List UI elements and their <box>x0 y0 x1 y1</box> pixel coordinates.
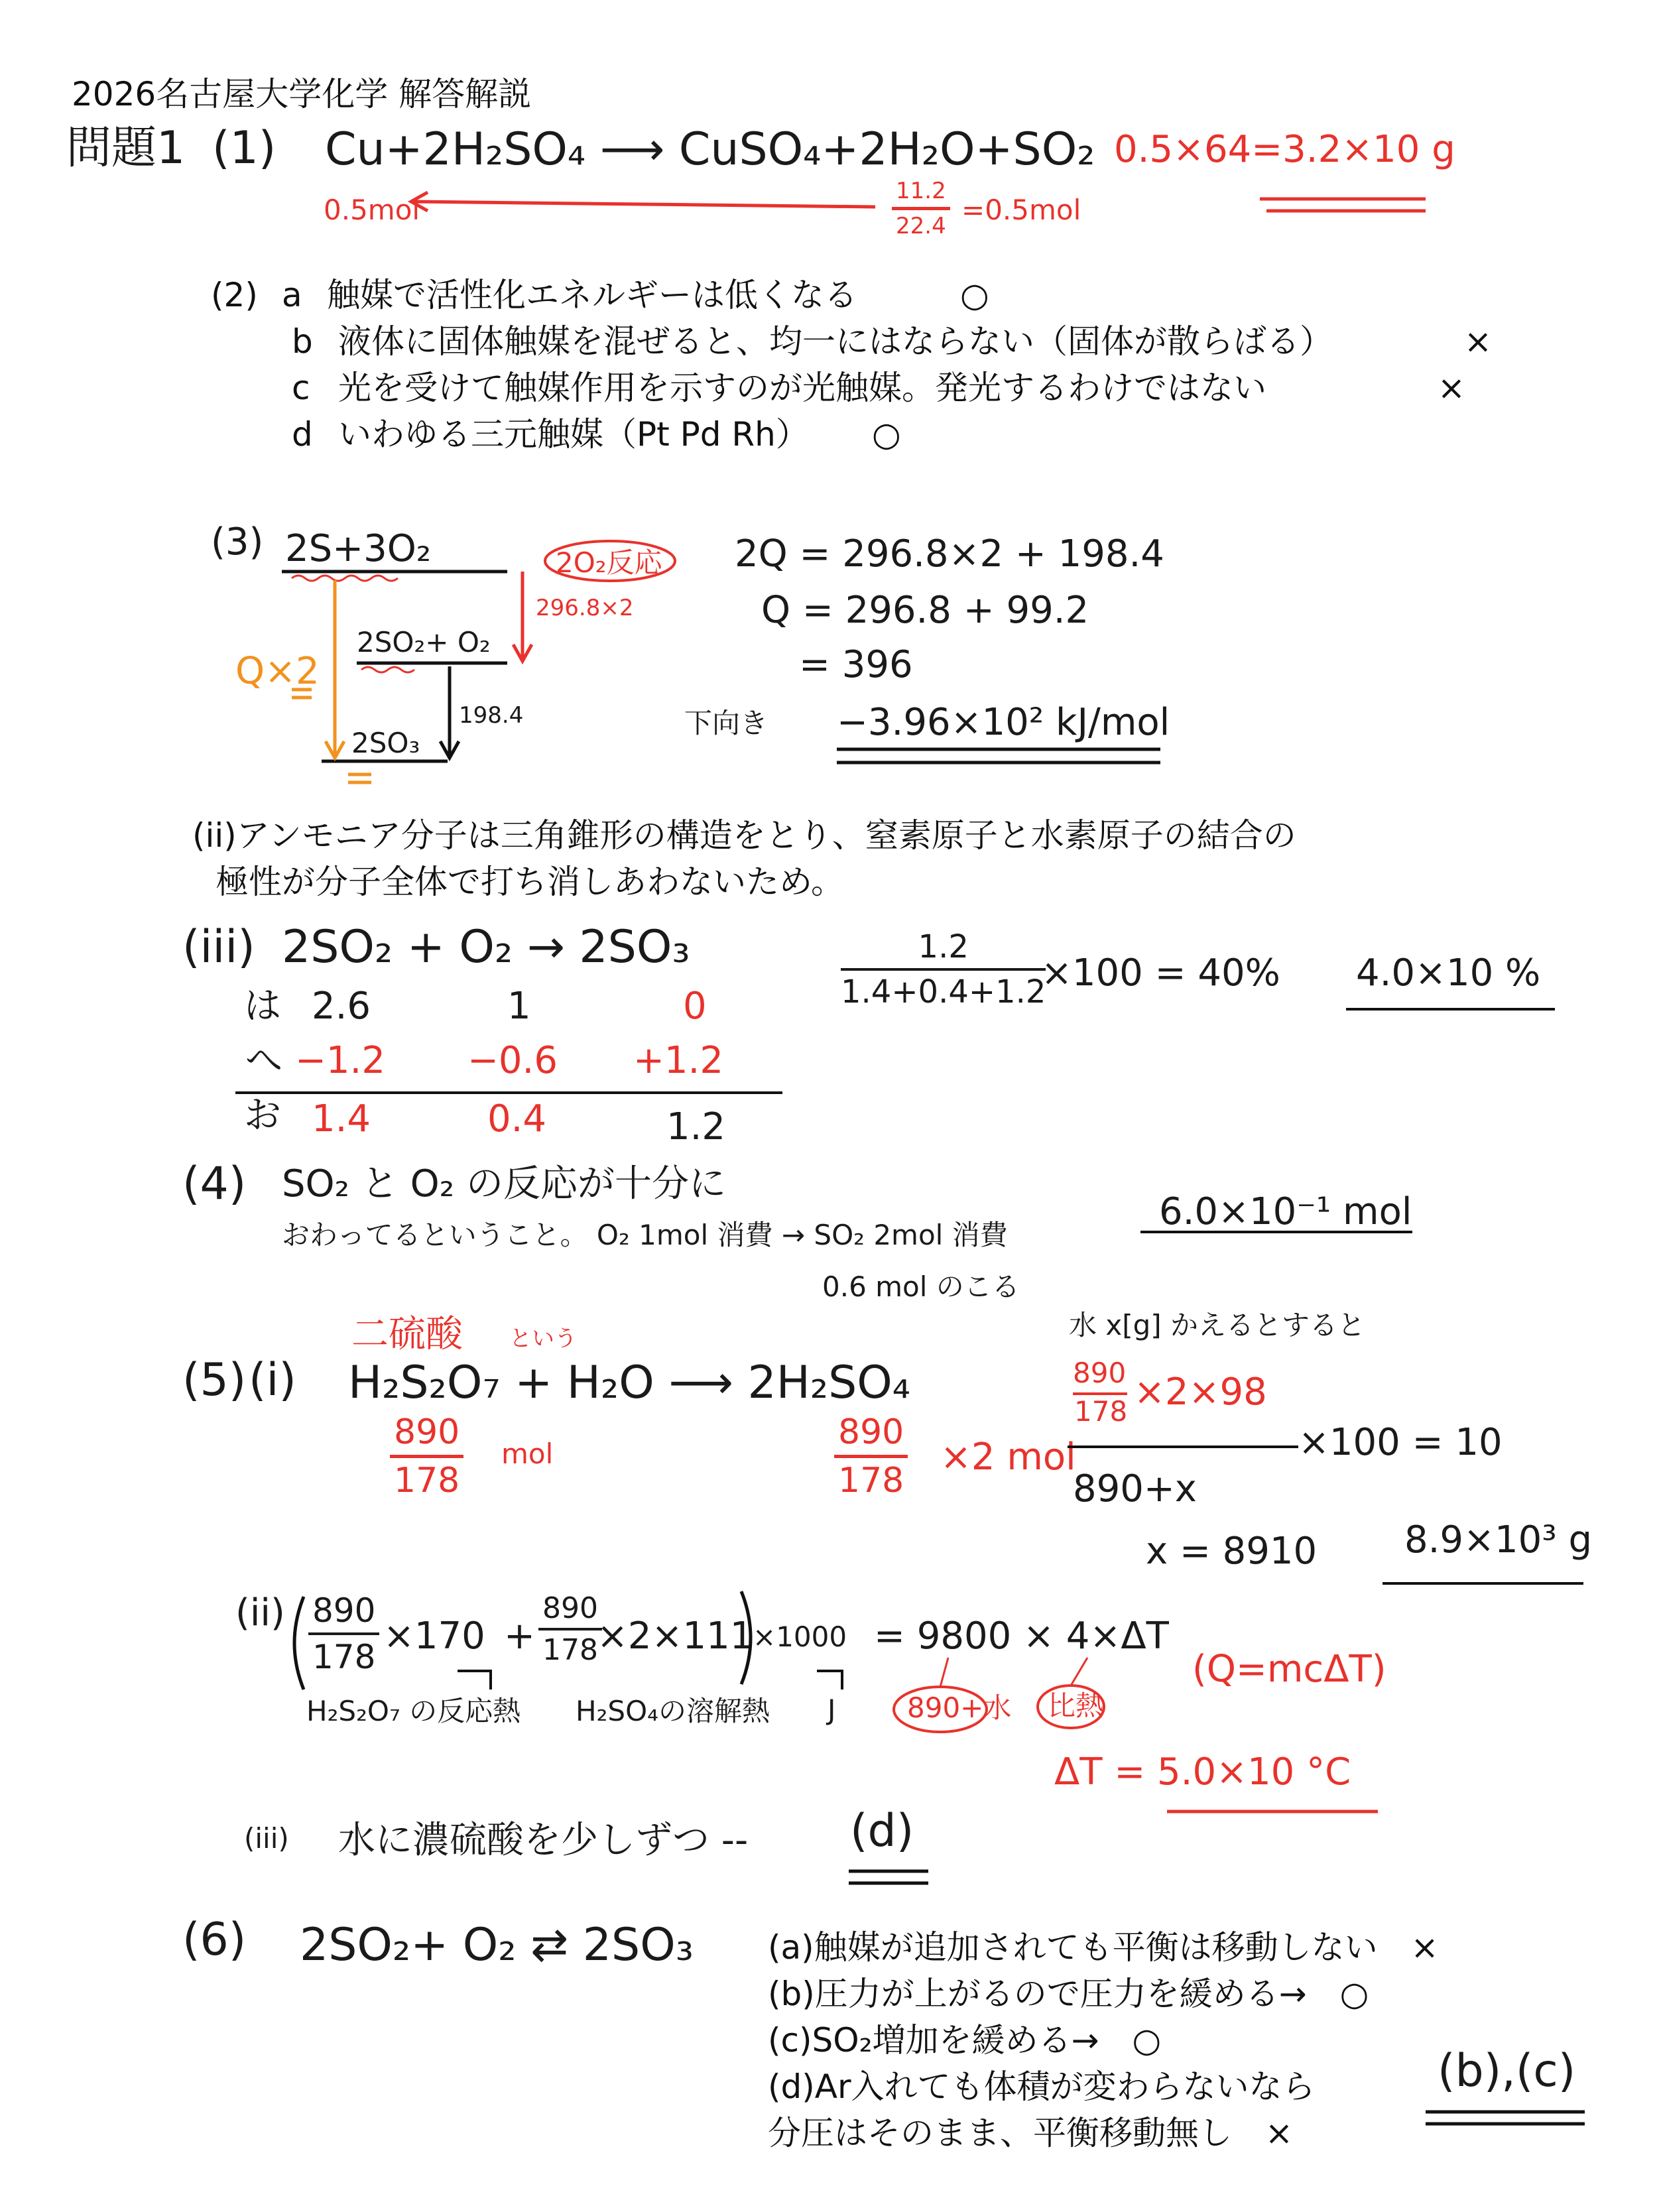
p5-calc-result: ×100 = 10 <box>1298 1421 1503 1464</box>
p6-answer-underline <box>1426 2112 1585 2124</box>
p3-label-qx2: Q×2 <box>235 650 320 693</box>
p3-calc-line2: Q = 296.8 + 99.2 <box>761 589 1089 632</box>
p5-note-red-small: という <box>509 1325 577 1352</box>
p5ii-formula: (Q=mcΔT) <box>1192 1648 1386 1691</box>
p2-item-c-letter: c <box>292 369 310 407</box>
p5-number: (5) <box>182 1354 247 1406</box>
p3iii-cell-1-2: 1 <box>507 985 531 1028</box>
p3-level-bot: 2SO₃ <box>351 727 420 759</box>
p3-answer: −3.96×10² kJ/mol <box>837 701 1170 744</box>
p5-calc-den: 890+x <box>1073 1467 1197 1510</box>
p5-iii-answer: (d) <box>850 1805 914 1857</box>
p2-item-b-text: 液体に固体触媒を混ぜると、均一にはならない（固体が散らばる） <box>338 322 1333 361</box>
p3-level-top: 2S+3O₂ <box>285 527 432 570</box>
p3-calc-line3: = 396 <box>799 643 913 686</box>
p3-red-arrow <box>513 572 532 661</box>
p3iii-row-label-2: へ <box>245 1039 282 1082</box>
p6-number: (6) <box>182 1914 247 1966</box>
p5ii-label-2: H₂SO₄の溶解熱 <box>576 1695 770 1727</box>
p5ii-circle-1 <box>894 1687 987 1732</box>
p5-water-note: 水 x[g] かえるとすると <box>1069 1309 1365 1341</box>
p3ii-line1: (ii)アンモニア分子は三角錐形の構造をとり、窒素原子と水素原子の結合の <box>192 816 1296 855</box>
p5ii-label-j: J <box>828 1693 836 1726</box>
p5-equation: H₂S₂O₇ + H₂O ⟶ 2H₂SO₄ <box>348 1357 911 1409</box>
p4-line1: SO₂ と O₂ の反応が十分に <box>282 1162 727 1205</box>
p2-item-d-letter: d <box>292 415 313 454</box>
p5ii-label-brackets <box>458 1671 842 1690</box>
p2-item-a-mark: ○ <box>960 276 989 314</box>
p2-item-b-letter: b <box>292 322 313 361</box>
p5ii-mul-b: ×2×111 <box>597 1615 754 1658</box>
p2-item-c-text: 光を受けて触媒作用を示すのが光触媒。発光するわけではない <box>338 369 1266 407</box>
p6-answer: (b),(c) <box>1438 2045 1576 2097</box>
p1-answer-underline <box>1260 199 1426 211</box>
p1-mol-left: 0.5mol <box>324 194 420 226</box>
p3iii-row-label-3: お <box>244 1094 281 1137</box>
p5ii-mul-1000: ×1000 <box>753 1621 847 1653</box>
p5-sub-ii: (ii) <box>235 1591 285 1634</box>
p5ii-circle-2 <box>1038 1686 1104 1728</box>
p3-answer-underline <box>837 749 1160 763</box>
p2-item-a-letter: a <box>282 276 302 314</box>
p5-iii-text: 水に濃硫酸を少しずつ -- <box>338 1819 749 1862</box>
p3iii-row-label-1: は <box>244 985 281 1028</box>
p5-answer-i: 8.9×10³ g <box>1404 1518 1593 1562</box>
p4-number: (4) <box>182 1158 247 1210</box>
p3-black-arrow <box>440 666 459 758</box>
p5-frac1: $\frac{890}{178}$ <box>390 1412 463 1501</box>
p3iii-cell-3-3: 1.2 <box>666 1105 726 1148</box>
p2-number: (2) <box>211 276 258 314</box>
p3iii-number: (iii) <box>182 921 255 973</box>
p6-item-d1: (d)Ar入れても体積が変わらないなら <box>768 2067 1316 2106</box>
p1-equation: Cu+2H₂SO₄ ⟶ CuSO₄+2H₂O+SO₂ <box>325 123 1095 176</box>
p2-item-a-text: 触媒で活性化エネルギーは低くなる <box>327 276 857 314</box>
p3iii-answer: 4.0×10 % <box>1356 952 1541 995</box>
p5-calc-num-b: 178 <box>1074 1395 1128 1428</box>
p1-red-arrow <box>411 192 875 211</box>
p2-item-b-mark: × <box>1464 322 1492 361</box>
problem-label: 問題1 <box>66 122 186 174</box>
p3-red-wavy <box>292 576 414 672</box>
p3iii-cell-3-1: 1.4 <box>312 1097 371 1140</box>
p2-item-d-text: いわゆる三元触媒（Pt Pd Rh） <box>338 415 809 454</box>
p3iii-cell-2-1: −1.2 <box>295 1039 385 1082</box>
p3-level-mid: 2SO₂+ O₂ <box>357 626 491 658</box>
p6-item-a: (a)触媒が追加されても平衡は移動しない × <box>768 1928 1439 1967</box>
p5ii-rhs: = 9800 × 4×ΔT <box>874 1615 1169 1658</box>
p3-label-1984: 198.4 <box>459 702 524 729</box>
p1-number: (1) <box>212 122 276 174</box>
p3-label-2o2: 2O₂反応 <box>556 546 662 579</box>
p1-answer: 0.5×64=3.2×10 g <box>1114 128 1455 171</box>
p5-note-red: 二硫酸 <box>351 1313 463 1356</box>
p3-label-2968x2: 296.8×2 <box>536 595 634 621</box>
p3-calc-line1: 2Q = 296.8×2 + 198.4 <box>735 532 1164 576</box>
p5-sub-iii: (iii) <box>244 1822 289 1855</box>
p3-orange-arrow <box>292 580 371 782</box>
p6-item-c: (c)SO₂増加を緩める→ ○ <box>768 2021 1162 2059</box>
p5ii-mul-a: ×170 <box>383 1615 485 1658</box>
p5ii-parentheses <box>294 1591 754 1690</box>
p5ii-frac-a: $\frac{890}{178}$ <box>308 1591 379 1676</box>
p3iii-cell-2-2: −0.6 <box>467 1039 558 1082</box>
p3-downward-label: 下向き <box>684 707 768 739</box>
p4-line3: 0.6 mol のこる <box>822 1270 1020 1303</box>
p6-equation: 2SO₂+ O₂ ⇄ 2SO₃ <box>300 1919 694 1971</box>
p3-red-circle <box>545 541 675 581</box>
p3iii-cell-2-3: +1.2 <box>633 1039 723 1082</box>
p3iii-fraction: $\frac{1.2}{1.4+0.4+1.2}$ <box>841 928 1046 1011</box>
p4-line2: おわってるということ。 O₂ 1mol 消費 → SO₂ 2mol 消費 <box>282 1219 1008 1251</box>
p5ii-frac-b: $\frac{890}{178}$ <box>538 1591 602 1667</box>
p5ii-circle-pointers <box>940 1658 1087 1687</box>
p5ii-label-1: H₂S₂O₇ の反応熱 <box>306 1695 521 1727</box>
p3iii-fraction-result: ×100 = 40% <box>1041 952 1280 995</box>
p5-x-result: x = 8910 <box>1146 1530 1318 1573</box>
p2-item-d-mark: ○ <box>872 415 901 454</box>
p5ii-circ-1: 890+水 <box>907 1691 1012 1724</box>
p3-number: (3) <box>211 521 264 564</box>
p3iii-equation: 2SO₂ + O₂ → 2SO₃ <box>282 921 690 973</box>
p5-frac2: $\frac{890}{178}$ <box>834 1412 908 1501</box>
p3ii-line2: 極性が分子全体で打ち消しあわないため。 <box>215 863 844 901</box>
p3iii-cell-1-1: 2.6 <box>312 985 371 1028</box>
p5-frac2-unit: ×2 mol <box>940 1436 1076 1479</box>
p5ii-circ-2: 比熱 <box>1048 1690 1104 1722</box>
p5-frac1-unit: mol <box>501 1438 554 1470</box>
p5-sub-i: (i) <box>249 1354 296 1406</box>
p4-answer: 6.0×10⁻¹ mol <box>1159 1190 1412 1233</box>
p6-item-d2: 分圧はそのまま、平衡移動無し × <box>768 2114 1293 2152</box>
p5-calc-num-c: ×2×98 <box>1134 1371 1267 1414</box>
p5ii-answer: ΔT = 5.0×10 °C <box>1054 1751 1351 1794</box>
p5-calc-num-a: 890 <box>1073 1357 1127 1389</box>
p6-item-b: (b)圧力が上がるので圧力を緩める→ ○ <box>768 1975 1369 2013</box>
p2-item-c-mark: × <box>1438 369 1465 407</box>
p3iii-cell-3-2: 0.4 <box>487 1097 547 1140</box>
page-title: 2026名古屋大学化学 解答解説 <box>72 75 532 113</box>
p1-fraction-result: =0.5mol <box>961 194 1081 226</box>
p5ii-plus: + <box>504 1615 535 1658</box>
p3iii-cell-1-3: 0 <box>683 985 707 1028</box>
p5iii-answer-underline <box>849 1871 928 1883</box>
p1-fraction: $\frac{11.2}{22.4}$ <box>892 178 950 239</box>
